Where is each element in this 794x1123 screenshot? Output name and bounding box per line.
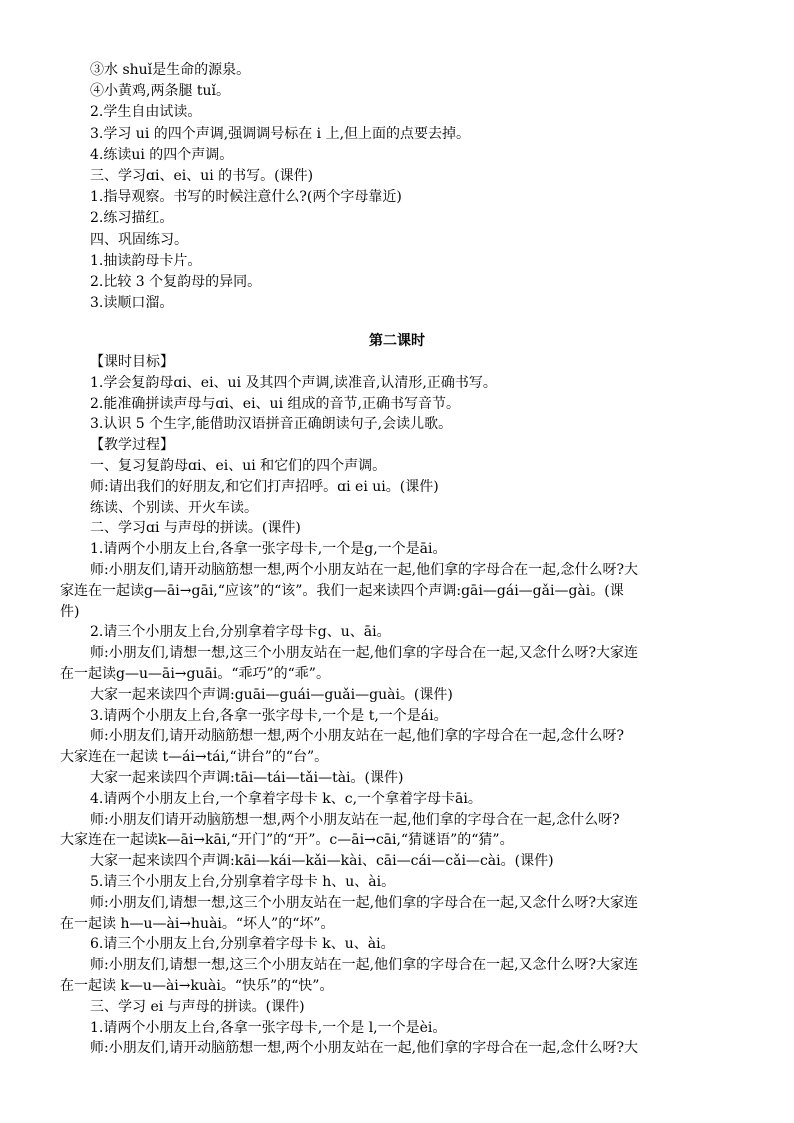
text-line: 师:小朋友们,请开动脑筋想一想,两个小朋友站在一起,他们拿的字母合在一起,念什么呀? [90, 728, 625, 745]
text-line: 3.认识 5 个生字,能借助汉语拼音正确朗读句子,会读儿歌。 [90, 416, 453, 433]
text-line: 师:小朋友们,请开动脑筋想一想,两个小朋友站在一起,他们拿的字母合在一起,念什么呀?大 [90, 1040, 639, 1057]
text-line: 师:请出我们的好朋友,和它们打声招呼。ɑi ei ui。(课件) [90, 478, 439, 495]
text-line: 1.抽读韵母卡片。 [90, 252, 202, 269]
text-line: 一、复习复韵母ɑi、ei、ui 和它们的四个声调。 [90, 458, 387, 474]
text-line: 6.请三个小朋友上台,分别拿着字母卡 k、u、ài。 [90, 936, 395, 953]
text-line: 2.比较 3 个复韵母的异同。 [90, 274, 262, 290]
text-line: 1.指导观察。书写的时候注意什么?(两个字母靠近) [90, 189, 402, 206]
text-line: 【教学过程】 [90, 437, 174, 454]
text-line: 家连在一起读g—āi→gāi,“应该”的“该”。我们一起来读四个声调:gāi—gái—gǎi—gài。(课 [60, 582, 624, 599]
section-title: 第二课时 [369, 333, 425, 349]
text-line: 练读、个别读、开火车读。 [90, 499, 258, 516]
text-line: 1.请两个小朋友上台,各拿一张字母卡,一个是 l,一个是èi。 [90, 1019, 447, 1036]
text-line: 1.请两个小朋友上台,各拿一张字母卡,一个是g,一个是āi。 [90, 541, 447, 558]
text-line: ③水 shuǐ是生命的源泉。 [90, 62, 251, 78]
text-line: 2.练习描红。 [90, 210, 174, 227]
text-line: 3.请两个小朋友上台,各拿一张字母卡,一个是 t,一个是ái。 [90, 707, 448, 724]
text-line: 大家连在一起读 t—ái→tái,“讲台”的“台”。 [60, 749, 329, 766]
text-line: 2.学生自由试读。 [90, 104, 202, 121]
text-line: 大家连在一起读k—āi→kāi,“开门”的“开”。c—āi→cāi,“猜谜语”的“猜”。 [60, 832, 514, 849]
text-line: 3.学习 ui 的四个声调,强调调号标在 i 上,但上面的点要去掉。 [90, 125, 471, 142]
text-line: 大家一起来读四个声调:guāi—guái—guǎi—guài。(课件) [90, 686, 453, 703]
text-line: 师:小朋友们,请想一想,这三个小朋友站在一起,他们拿的字母合在一起,又念什么呀?大家连 [90, 957, 639, 974]
text-line: 大家一起来读四个声调:kāi—kái—kǎi—kài、cāi—cái—cǎi—cài。(课件) [90, 853, 554, 870]
text-line: 三、学习ɑi、ei、ui 的书写。(课件) [90, 168, 314, 184]
text-line: 师:小朋友们,请想一想,这三个小朋友站在一起,他们拿的字母合在一起,又念什么呀?大家连 [90, 894, 639, 911]
text-line: 3.读顺口溜。 [90, 295, 174, 312]
text-line: 师:小朋友们请开动脑筋想一想,两个小朋友站在一起,他们拿的字母合在一起,念什么呀? [90, 811, 620, 828]
text-line: ④小黄鸡,两条腿 tuǐ。 [90, 83, 231, 100]
text-line: 2.请三个小朋友上台,分别拿着字母卡g、u、āi。 [90, 624, 391, 641]
text-line: 4.请两个小朋友上台,一个拿着字母卡 k、c,一个拿着字母卡āi。 [90, 790, 482, 807]
text-line: 二、学习ɑi 与声母的拼读。(课件) [90, 520, 301, 537]
text-line: 【课时目标】 [90, 354, 174, 370]
text-line: 在一起读g—u—āi→guāi。“乖巧”的“乖”。 [60, 666, 330, 682]
text-line: 在一起读 k—u—ài→kuài。“快乐”的“快”。 [60, 978, 334, 994]
text-line: 师:小朋友们,请想一想,这三个小朋友站在一起,他们拿的字母合在一起,又念什么呀?大家连 [90, 645, 639, 662]
text-line: 件) [60, 603, 80, 620]
text-line: 1.学会复韵母ɑi、ei、ui 及其四个声调,读准音,认清形,正确书写。 [90, 374, 497, 391]
text-line: 大家一起来读四个声调:tāi—tái—tǎi—tài。(课件) [90, 770, 404, 786]
text-line: 4.练读ui 的四个声调。 [90, 146, 234, 163]
text-line: 在一起读 h—u—ài→huài。“坏人”的“坏”。 [60, 915, 335, 932]
text-line: 5.请三个小朋友上台,分别拿着字母卡 h、u、ài。 [90, 874, 396, 890]
text-line: 四、巩固练习。 [90, 231, 188, 248]
text-line: 师:小朋友们,请开动脑筋想一想,两个小朋友站在一起,他们拿的字母合在一起,念什么呀?大 [90, 562, 639, 578]
text-line: 2.能准确拼读声母与ɑi、ei、ui 组成的音节,正确书写音节。 [90, 395, 460, 412]
text-line: 三、学习 ei 与声母的拼读。(课件) [90, 998, 305, 1015]
